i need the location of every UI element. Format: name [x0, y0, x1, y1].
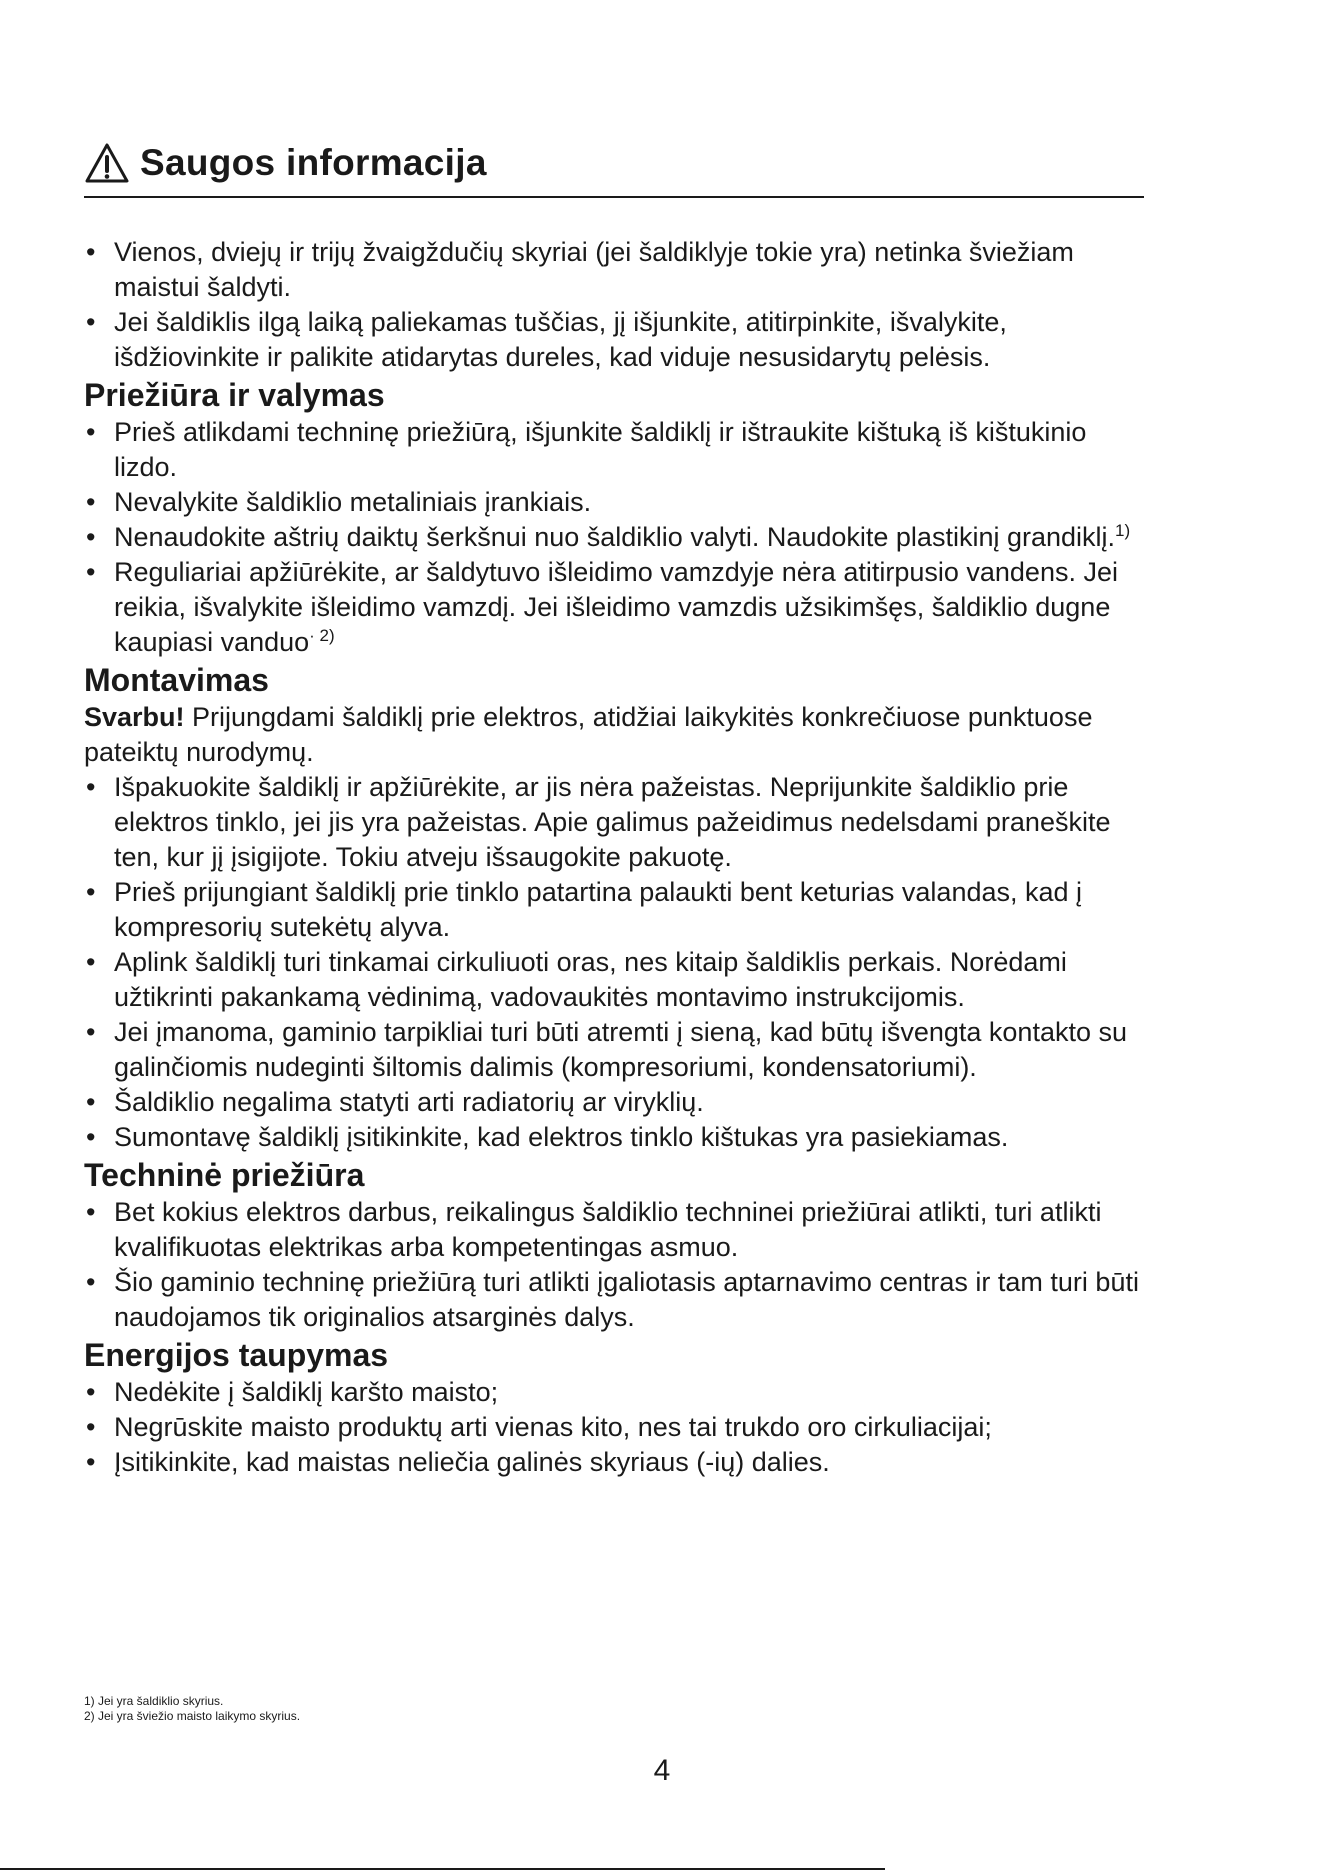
- list-item: • Nevalykite šaldiklio metaliniais įrankiais.: [84, 485, 1144, 520]
- section-title-installation: Montavimas: [84, 662, 269, 698]
- title-divider: [84, 196, 1144, 198]
- list-item: • Aplink šaldiklį turi tinkamai cirkuliuoti oras, nes kitaip šaldiklis perkais. Norėdami užtikrinti pakankamą vėdinimą, vadovaukitės montavimo instrukcijomis.: [84, 945, 1144, 1015]
- footnotes: [84, 1694, 300, 1724]
- list-item: • Įsitikinkite, kad maistas neliečia galinės skyriaus (-ių) dalies.: [84, 1445, 1144, 1480]
- document-page: [84, 130, 1144, 1477]
- list-item-text: Nenaudokite aštrių daiktų šerkšnui nuo šaldiklio valyti. Naudokite plastikinį grandiklį.: [114, 522, 1116, 552]
- list-item: • Išpakuokite šaldiklį ir apžiūrėkite, ar jis nėra pažeistas. Neprijunkite šaldiklio prie elektros tinklo, jei jis yra pažeistas. Apie galimus pažeidimus nedelsdami praneškite ten, kur jį įsigijote. Tokiu atveju išsaugokite pakuotę.: [84, 770, 1144, 875]
- section-title-energy: Energijos taupymas: [84, 1337, 389, 1373]
- list-item: • Jei įmanoma, gaminio tarpikliai turi būti atremti į sieną, kad būtų išvengta kontakto su galinčiomis nudeginti šiltomis dalimis (kompresoriumi, kondensatoriumi).: [84, 1015, 1144, 1085]
- list-item: • Vienos, dviejų ir trijų žvaigždučių skyriai (jei šaldiklyje tokie yra) netinka šviežiam maistui šaldyti.: [84, 235, 1144, 305]
- warning-triangle-icon: [84, 142, 130, 184]
- title-row: [84, 130, 1144, 196]
- page-title: Saugos informacija: [140, 142, 487, 183]
- important-label: Svarbu!: [84, 702, 185, 732]
- intro-list: [84, 235, 1144, 375]
- list-item: • Negrūskite maisto produktų arti vienas kito, nes tai trukdo oro cirkuliacijai;: [84, 1410, 1144, 1445]
- list-item-text: Reguliariai apžiūrėkite, ar šaldytuvo išleidimo vamzdyje nėra atitirpusio vandens. Jei reikia, išvalykite išleidimo vamzdį. Jei išleidimo vamzdis užsikimšęs, šaldiklio dugne kaupiasi vanduo: [114, 557, 1118, 657]
- important-note: [84, 700, 1144, 770]
- list-item: • Bet kokius elektros darbus, reikalingus šaldiklio techninei priežiūrai atlikti, turi atlikti kvalifikuotas elektrikas arba kompetentingas asmuo.: [84, 1195, 1144, 1265]
- maintenance-list: [84, 415, 1144, 660]
- list-item: • Nedėkite į šaldiklį karšto maisto;: [84, 1375, 1144, 1410]
- footnote: 2) Jei yra šviežio maisto laikymo skyrius.: [84, 1709, 301, 1723]
- content: [84, 235, 1144, 1480]
- page-number: 4: [653, 1754, 671, 1787]
- bottom-divider: [0, 1868, 885, 1870]
- list-item: [84, 555, 1144, 660]
- section-title-maintenance: Priežiūra ir valymas: [84, 377, 385, 413]
- footnote-ref: · 2): [309, 626, 335, 645]
- list-item: • Sumontavę šaldiklį įsitikinkite, kad elektros tinklo kištukas yra pasiekiamas.: [84, 1120, 1144, 1155]
- list-item: • Šio gaminio techninę priežiūrą turi atlikti įgaliotasis aptarnavimo centras ir tam turi būti naudojamos tik originalios atsarginės dalys.: [84, 1265, 1144, 1335]
- footnote-ref: 1): [1115, 521, 1131, 540]
- energy-list: [84, 1375, 1144, 1480]
- installation-list: [84, 770, 1144, 1155]
- service-list: [84, 1195, 1144, 1335]
- list-item: • Prieš atlikdami techninę priežiūrą, išjunkite šaldiklį ir ištraukite kištuką iš kištukinio lizdo.: [84, 415, 1144, 485]
- list-item: • Prieš prijungiant šaldiklį prie tinklo patartina palaukti bent keturias valandas, kad į kompresorių sutekėtų alyva.: [84, 875, 1144, 945]
- section-title-service: Techninė priežiūra: [84, 1157, 365, 1193]
- list-item: [84, 520, 1144, 555]
- important-text: Prijungdami šaldiklį prie elektros, atidžiai laikykitės konkrečiuose punktuose pateiktų nurodymų.: [84, 702, 1093, 767]
- list-item: • Šaldiklio negalima statyti arti radiatorių ar viryklių.: [84, 1085, 1144, 1120]
- footnote: 1) Jei yra šaldiklio skyrius.: [84, 1694, 224, 1708]
- list-item: • Jei šaldiklis ilgą laiką paliekamas tuščias, jį išjunkite, atitirpinkite, išvalykite, išdžiovinkite ir palikite atidarytas dureles, kad viduje nesusidarytų pelėsis.: [84, 305, 1144, 375]
